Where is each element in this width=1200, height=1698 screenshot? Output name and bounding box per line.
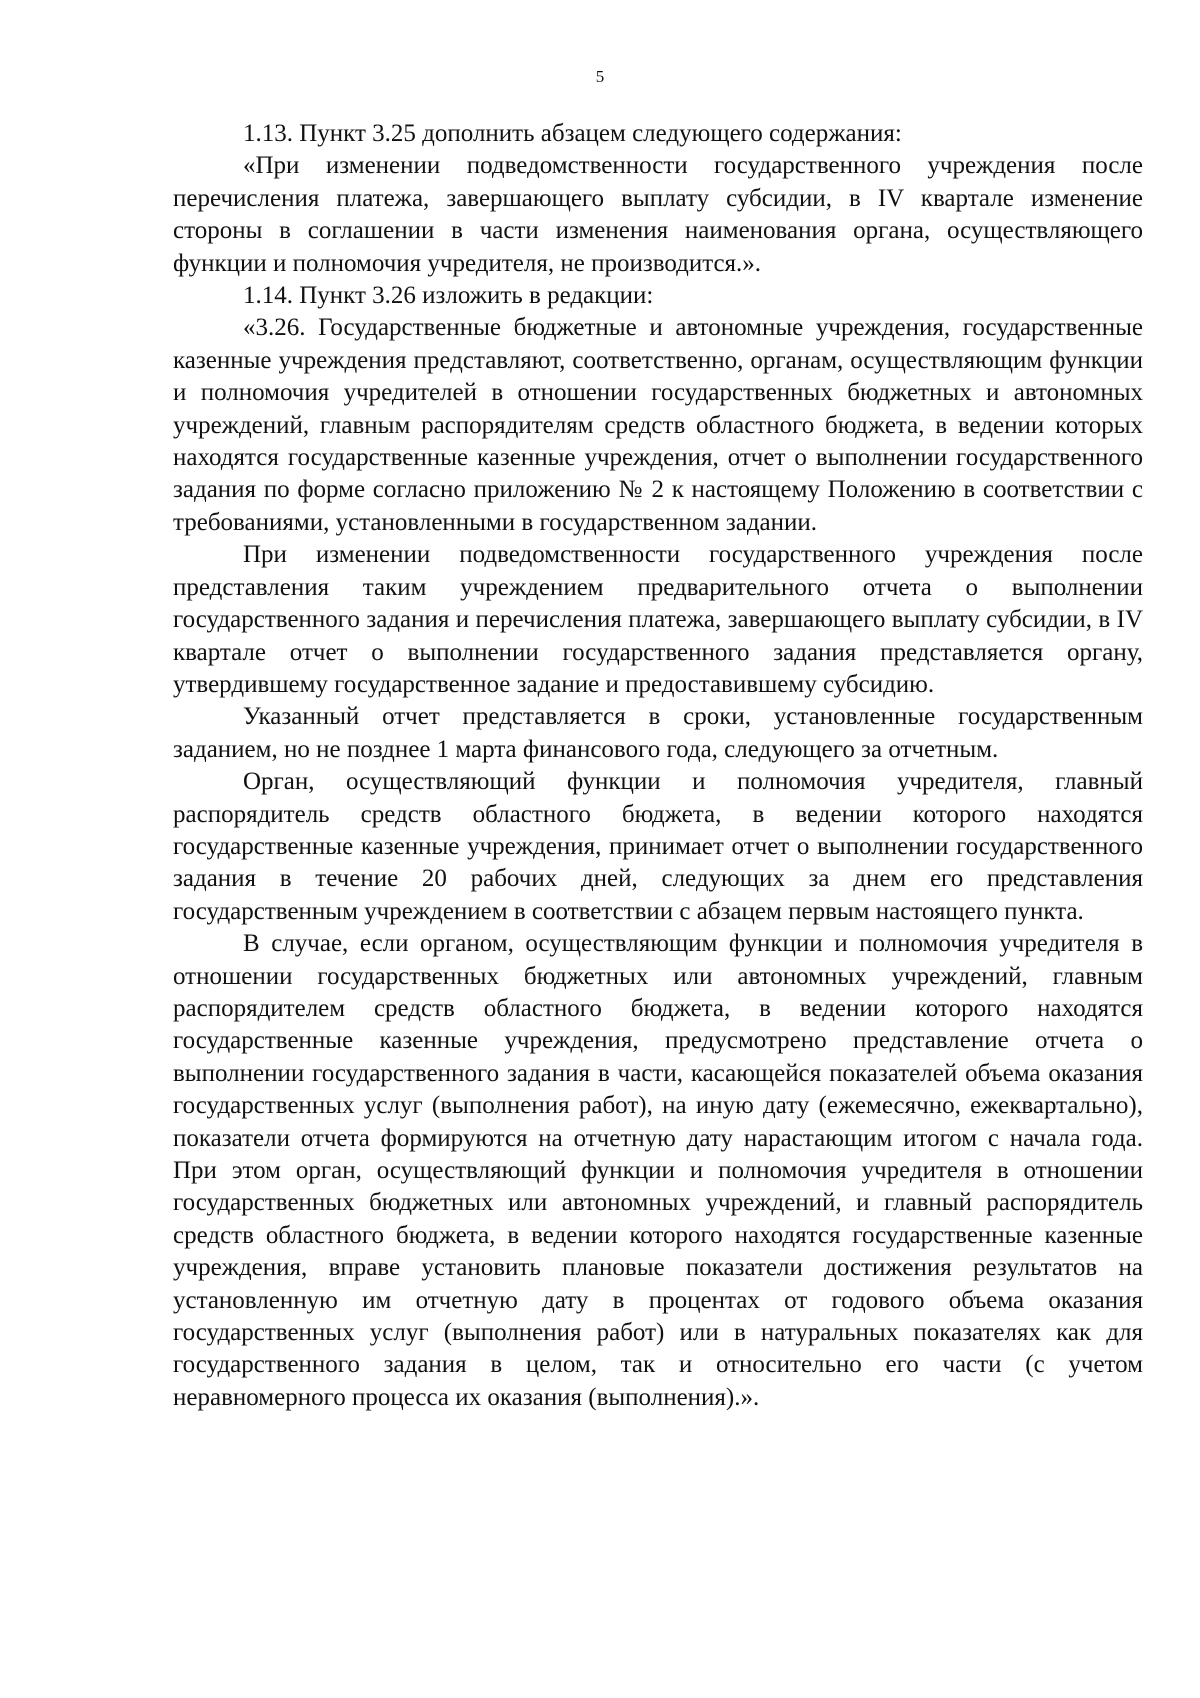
paragraph-quote-3-25: «При изменении подведомственности государственного учреждения после перечисления платежа, завершающего выплату субсидии, в IV квартале изменение стороны в соглашении в части изменения наименования органа, осуществляющего функции и полномочия учредителя, не производится.».	[173, 152, 1143, 277]
paragraph-item-1-14: 1.14. Пункт 3.26 изложить в редакции:	[243, 282, 654, 310]
paragraph-report-acceptance: Орган, осуществляющий функции и полномочия учредителя, главный распорядитель средств областного бюджета, в ведении которого находятся государственные казенные учреждения, принимает отчет о выполнении государственного задания в течение 20 рабочих дней, следующих за днем его представления государственным учреждением в соответствии с абзацем первым настоящего пункта.	[173, 768, 1143, 925]
paragraph-quote-3-26: «3.26. Государственные бюджетные и автономные учреждения, государственные казенные учреждения представляют, соответственно, органам, осуществляющим функции и полномочия учредителей в отношении государственных бюджетных и автономных учреждений, главным распорядителям средств областного бюджета, в ведении которых находятся государственные казенные учреждения, отчет о выполнении государственного задания по форме согласно приложению № 2 к настоящему Положению в соответствии с требованиями, установленными в государственном задании.	[173, 314, 1143, 536]
paragraph-report-deadline: Указанный отчет представляется в сроки, установленные государственным заданием, но не позднее 1 марта финансового года, следующего за отчетным.	[173, 703, 1143, 763]
page-number: 5	[595, 67, 605, 86]
document-body	[173, 118, 1143, 1414]
paragraph-subordination-change: При изменении подведомственности государственного учреждения после представления таким учреждением предварительного отчета о выполнении государственного задания и перечисления платежа, завершающего выплату субсидии, в IV квартале отчет о выполнении государственного задания представляется органу, утвердившему государственное задание и предоставившему субсидию.	[173, 541, 1143, 698]
paragraph-interim-reporting: В случае, если органом, осуществляющим функции и полномочия учредителя в отношении государственных бюджетных или автономных учреждений, главным распорядителем средств областного бюджета, в ведении которого находятся государственные казенные учреждения, предусмотрено представление отчета о выполнении государственного задания в части, касающейся показателей объема оказания государственных услуг (выполнения работ), на иную дату (ежемесячно, ежеквартально), показатели отчета формируются на отчетную дату нарастающим итогом с начала года. При этом орган, осуществляющий функции и полномочия учредителя в отношении государственных бюджетных или автономных учреждений, и главный распорядитель средств областного бюджета, в ведении которого находятся государственные казенные учреждения, вправе установить плановые показатели достижения результатов на установленную им отчетную дату в процентах от годового объема оказания государственных услуг (выполнения работ) или в натуральных показателях как для государственного задания в целом, так и относительно его части (с учетом неравномерного процесса их оказания (выполнения).».	[173, 930, 1143, 1411]
paragraph-item-1-13: 1.13. Пункт 3.25 дополнить абзацем следующего содержания:	[243, 120, 902, 147]
